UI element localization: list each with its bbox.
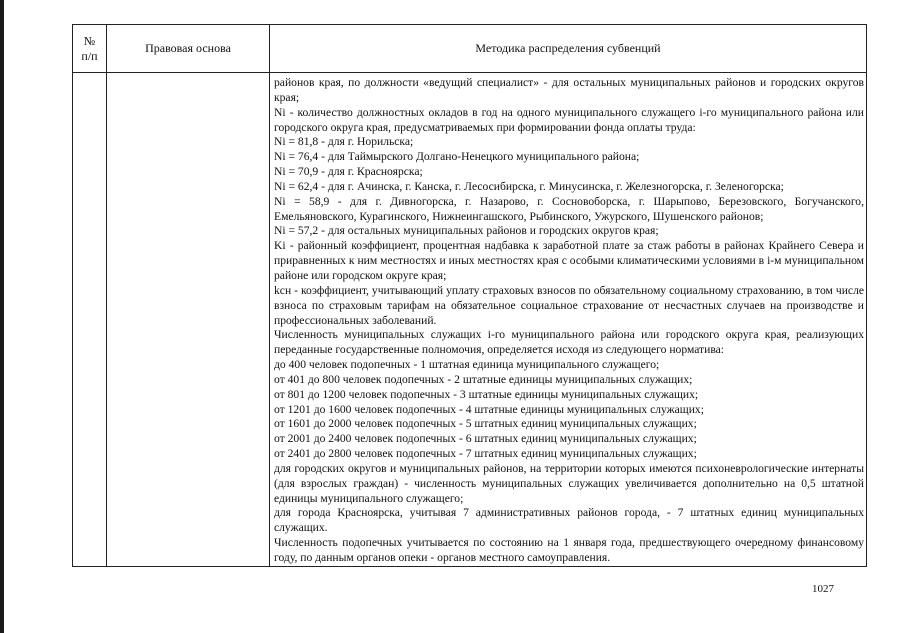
table-header-row	[73, 25, 867, 73]
paragraph: kсн - коэффициент, учитывающий уплату страховых взносов по обязательному социальному страхованию, в том числе взноса по страховым тарифам на обязательное социальное страхование от несчастных случаев на производстве и профессиональных заболеваний.	[274, 283, 864, 327]
cell-number	[73, 73, 107, 567]
header-methodology: Методика распределения субвенций	[270, 25, 867, 73]
paragraph: Ki - районный коэффициент, процентная надбавка к заработной плате за стаж работы в районах Крайнего Севера и приравненных к ним местностях и иных местностях края с особыми климатическими условиями в i-м муниципальном районе или городском округе края;	[274, 239, 864, 282]
header-number	[73, 25, 107, 73]
methodology-text	[270, 73, 866, 566]
subvention-table	[72, 24, 867, 567]
paragraph: от 2001 до 2400 человек подопечных - 6 штатных единиц муниципальных служащих;	[274, 432, 697, 446]
paragraph: Численность подопечных учитывается по состоянию на 1 января года, предшествующего очередному финансовому году, по данным органов опеки - органов местного самоуправления.	[274, 536, 864, 564]
cell-methodology	[270, 73, 867, 567]
paragraph: районов края, по должности «ведущий специалист» - для остальных муниципальных районов и городских округов края;	[274, 76, 864, 104]
paragraph: Ni = 81,8 - для г. Норильска;	[274, 135, 414, 149]
page-number: 1027	[812, 583, 834, 595]
paragraph: от 1201 до 1600 человек подопечных - 4 штатные единицы муниципальных служащих;	[274, 402, 704, 416]
paragraph: Ni = 58,9 - для г. Дивногорска, г. Назарово, г. Сосновоборска, г. Шарыпово, Березовского, Богучанского, Емельяновского, Курагинского, Нижнеингашского, Рыбинского, Ужурского, Шушенского районов;	[274, 194, 864, 223]
paragraph: Численность муниципальных служащих i-го муниципального района или городского округа края, реализующих переданные государственные полномочия, определяется исходя из следующего норматива:	[274, 328, 864, 357]
paragraph: до 400 человек подопечных - 1 штатная единица муниципального служащего;	[274, 358, 660, 372]
header-legal-basis: Правовая основа	[107, 25, 270, 73]
header-number-symbol: №	[83, 33, 96, 48]
cell-legal-basis	[107, 73, 270, 567]
paragraph: Ni = 62,4 - для г. Ачинска, г. Канска, г. Лесосибирска, г. Минусинска, г. Железногорска, г. Зеленогорска;	[274, 179, 784, 193]
paragraph: для городских округов и муниципальных районов, на территории которых имеются психоневрологические интернаты (для взрослых граждан) - численность муниципальных служащих увеличивается дополнительно на 0,5 штатной единицы муниципального служащего;	[274, 461, 864, 505]
paragraph: от 801 до 1200 человек подопечных - 3 штатные единицы муниципальных служащих;	[274, 387, 699, 401]
paragraph: Ni = 70,9 - для г. Красноярска;	[274, 165, 423, 179]
table-row	[73, 73, 867, 567]
paragraph: от 2401 до 2800 человек подопечных - 7 штатных единиц муниципальных служащих;	[274, 447, 697, 461]
paragraph: Ni = 57,2 - для остальных муниципальных районов и городских округов края;	[274, 224, 659, 238]
paragraph: от 1601 до 2000 человек подопечных - 5 штатных единиц муниципальных служащих;	[274, 417, 697, 431]
paragraph: Ni = 76,4 - для Таймырского Долгано-Ненецкого муниципального района;	[274, 150, 640, 164]
paragraph: для города Красноярска, учитывая 7 административных районов города, - 7 штатных единиц муниципальных служащих.	[274, 506, 864, 535]
paragraph: Ni - количество должностных окладов в год на одного муниципального служащего i-го муниципального района или городского округа края, предусматриваемых при формировании фонда оплаты труда:	[274, 105, 864, 134]
paragraph: от 401 до 800 человек подопечных - 2 штатные единицы муниципальных служащих;	[274, 372, 693, 386]
header-number-abbr: п/п	[81, 48, 98, 63]
scan-edge	[0, 0, 4, 633]
